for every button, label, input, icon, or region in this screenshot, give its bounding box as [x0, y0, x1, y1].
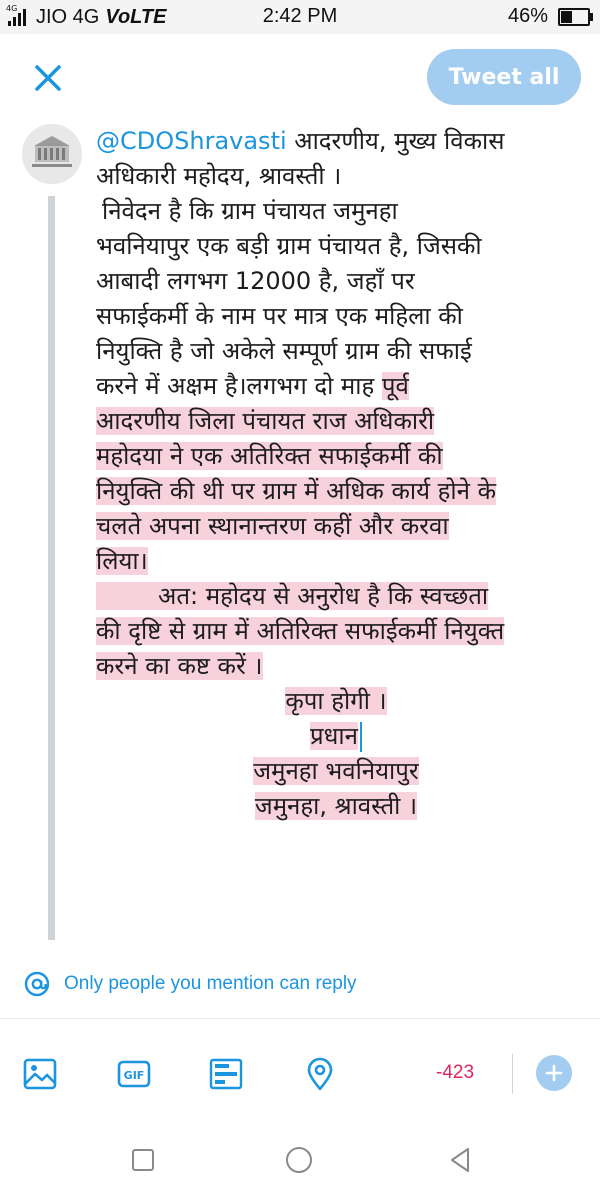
battery-icon — [558, 8, 590, 26]
text-line: सफाईकर्मी के नाम पर मात्र एक महिला की — [96, 302, 463, 330]
plus-icon — [536, 1055, 572, 1091]
volte-label: VoLTE — [105, 5, 167, 28]
text-line: नियुक्ति है जो अकेले सम्पूर्ण ग्राम की सफाई — [96, 337, 472, 365]
close-button[interactable] — [26, 56, 70, 100]
text-line — [96, 509, 576, 544]
poll-icon — [208, 1056, 244, 1092]
reply-settings[interactable] — [24, 966, 357, 1002]
back-button[interactable] — [446, 1145, 476, 1175]
text-line — [96, 544, 576, 579]
gif-button[interactable] — [116, 1056, 152, 1092]
location-icon — [302, 1056, 338, 1092]
poll-button[interactable] — [208, 1056, 244, 1092]
image-icon — [22, 1056, 58, 1092]
location-button[interactable] — [302, 1056, 338, 1092]
add-tweet-button[interactable] — [536, 1055, 572, 1091]
text-line — [96, 439, 576, 474]
network-type: 4G — [6, 4, 18, 13]
square-icon — [128, 1145, 158, 1175]
text-line: आबादी लगभग 12000 है, जहाँ पर — [96, 267, 415, 295]
text-line — [96, 684, 576, 719]
highlighted-text: की दृष्टि से ग्राम में अतिरिक्त सफाईकर्मी नियुक्त — [96, 617, 505, 645]
highlighted-text: आदरणीय जिला पंचायत राज अधिकारी — [96, 407, 435, 435]
text-line — [96, 754, 576, 789]
text-line: करने में अक्षम है।लगभग दो माह पूर्व — [96, 372, 409, 400]
highlighted-text: जमुनहा, श्रावस्ती । — [254, 792, 418, 820]
highlighted-text: महोदया ने एक अतिरिक्त सफाईकर्मी की — [96, 442, 443, 470]
image-button[interactable] — [22, 1056, 58, 1092]
text-line: निवेदन है कि ग्राम पंचायत जमुनहा — [102, 197, 398, 225]
home-button[interactable] — [284, 1145, 314, 1175]
text-line — [96, 789, 576, 824]
text-line — [96, 649, 576, 684]
text-line — [96, 404, 576, 439]
avatar — [22, 124, 82, 184]
thread-line — [48, 196, 55, 940]
tweet-all-button[interactable]: Tweet all — [427, 49, 581, 105]
gif-icon — [116, 1056, 152, 1092]
text-cursor — [360, 722, 362, 752]
highlighted-text: करने का कष्ट करें । — [96, 652, 263, 680]
highlighted-text: जमुनहा भवनियापुर — [253, 757, 419, 785]
recents-button[interactable] — [128, 1145, 158, 1175]
tweet-text-input[interactable] — [96, 124, 576, 824]
highlighted-text: अत: महोदय से अनुरोध है कि स्वच्छता — [96, 582, 488, 610]
status-right — [508, 5, 590, 28]
character-count: -423 — [436, 1062, 475, 1083]
text-line — [96, 719, 576, 754]
toolbar-separator — [512, 1054, 513, 1094]
text-line: @CDOShravasti आदरणीय, मुख्य विकास — [96, 127, 505, 155]
highlighted-text: पूर्व — [381, 372, 409, 400]
text-line: भवनियापुर एक बड़ी ग्राम पंचायत है, जिसकी — [96, 232, 482, 260]
divider — [0, 1018, 600, 1019]
back-triangle-icon — [446, 1145, 476, 1175]
svg-text:GIF: GIF — [123, 1069, 145, 1082]
highlighted-text: चलते अपना स्थानान्तरण कहीं और करवा — [96, 512, 449, 540]
highlighted-text: कृपा होगी । — [285, 687, 387, 715]
close-icon — [26, 56, 70, 100]
circle-icon — [284, 1145, 314, 1175]
status-bar — [0, 0, 600, 34]
carrier-label: JIO 4G — [36, 5, 100, 28]
clock: 2:42 PM — [262, 5, 338, 27]
highlighted-text: लिया। — [96, 547, 148, 575]
text-line — [96, 614, 576, 649]
reply-settings-label: Only people you mention can reply — [64, 973, 357, 994]
highlighted-text: प्रधान — [310, 722, 358, 750]
text-line — [96, 474, 576, 509]
highlighted-text: नियुक्ति की थी पर ग्राम में अधिक कार्य होने के — [96, 477, 497, 505]
battery-percent: 46% — [507, 5, 548, 27]
mention-link[interactable]: @CDOShravasti — [96, 127, 287, 155]
text-line — [96, 579, 576, 614]
at-icon — [24, 971, 50, 997]
text-line: अधिकारी महोदय, श्रावस्ती । — [96, 162, 342, 190]
